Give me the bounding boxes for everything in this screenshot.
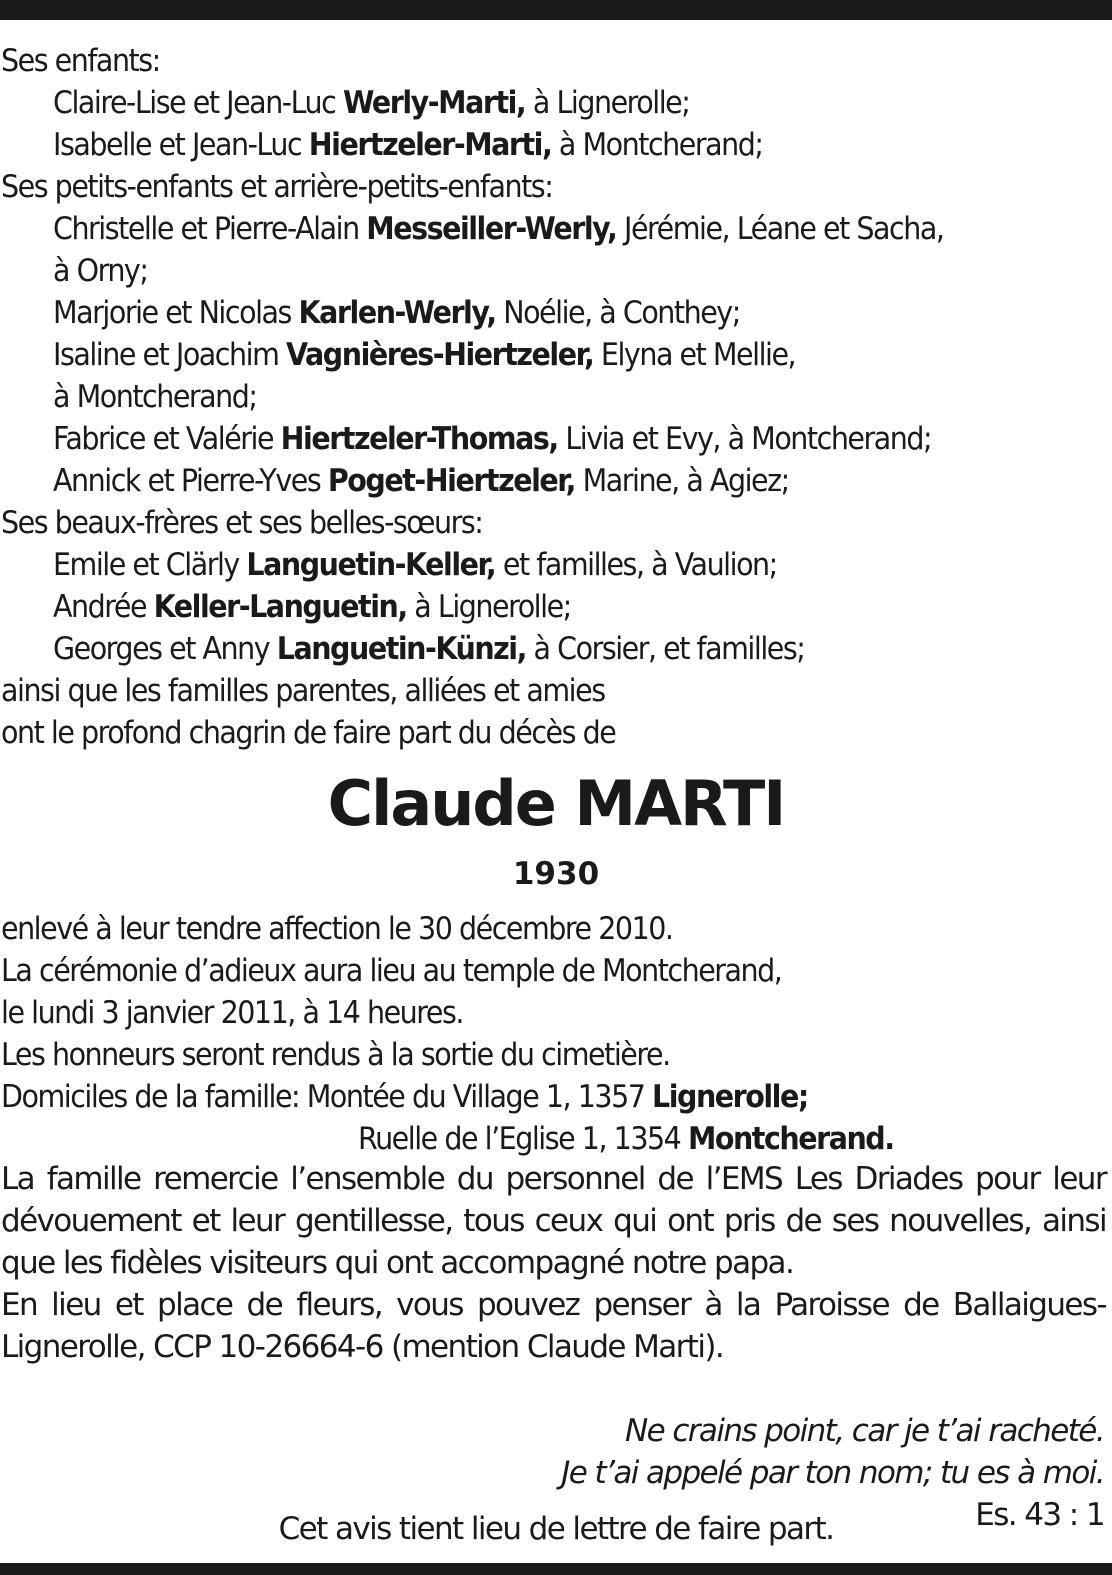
family-line: Fabrice et Valérie Hiertzeler-Thomas, Livia et Evy, à Montcherand;	[53, 421, 932, 457]
thanks-text: La famille remercie l’ensemble du personnel de l’EMS Les Driades pour leur dévouement et leur gentillesse, tous ceux qui ont pris de ses nouvelles, ainsi que les fidèles visiteurs qui ont accompagné notre papa.	[1, 1161, 1106, 1281]
bottom-rule	[0, 1563, 1112, 1575]
relatives-line: ainsi que les familles parentes, alliées et amies	[1, 673, 605, 709]
verse-line-1: Ne crains point, car je t’ai racheté.	[625, 1413, 1104, 1449]
announcement-line: ont le profond chagrin de faire part du décès de	[1, 715, 616, 751]
family-line: Andrée Keller-Languetin, à Lignerolle;	[53, 589, 571, 625]
honours-line: Les honneurs seront rendus à la sortie du cimetière.	[1, 1037, 670, 1073]
verse-line-2: Je t’ai appelé par ton nom; tu es à moi.	[561, 1455, 1104, 1491]
family-line: Christelle et Pierre-Alain Messeiller-Werly, Jérémie, Léane et Sacha,	[53, 211, 944, 247]
family-line: Claire-Lise et Jean-Luc Werly-Marti, à Lignerolle;	[53, 85, 690, 121]
family-line: Emile et Clärly Languetin-Keller, et familles, à Vaulion;	[53, 547, 777, 583]
closing-line: Cet avis tient lieu de lettre de faire part.	[278, 1511, 834, 1547]
family-line: Isaline et Joachim Vagnières-Hiertzeler, Elyna et Mellie,	[53, 337, 796, 373]
top-rule	[0, 0, 1112, 20]
address-line-2: Ruelle de l’Eglise 1, 1354 Montcherand.	[358, 1121, 894, 1157]
flowers-text: En lieu et place de fleurs, vous pouvez penser à la Paroisse de Ballaigues-Lignerolle, CCP 10-26664-6 (mention Claude Marti).	[1, 1287, 1106, 1365]
deceased-name: Claude MARTI	[327, 767, 785, 840]
heading-grandchildren: Ses petits-enfants et arrière-petits-enfants:	[1, 169, 553, 205]
family-line: Isabelle et Jean-Luc Hiertzeler-Marti, à Montcherand;	[53, 127, 763, 163]
ceremony-date-line: le lundi 3 janvier 2011, à 14 heures.	[1, 995, 463, 1031]
family-line: Georges et Anny Languetin-Künzi, à Corsier, et familles;	[53, 631, 805, 667]
family-line: à Orny;	[53, 253, 148, 289]
family-line: à Montcherand;	[53, 379, 257, 415]
heading-in-laws: Ses beaux-frères et ses belles-sœurs:	[1, 505, 483, 541]
family-line: Annick et Pierre-Yves Poget-Hiertzeler, Marine, à Agiez;	[53, 463, 789, 499]
birth-year: 1930	[512, 856, 600, 892]
death-date-line: enlevé à leur tendre affection le 30 décembre 2010.	[1, 911, 673, 947]
heading-children: Ses enfants:	[1, 43, 160, 79]
family-line: Marjorie et Nicolas Karlen-Werly, Noélie, à Conthey;	[53, 295, 740, 331]
thanks-paragraph	[1, 1158, 1106, 1368]
address-line-1: Domiciles de la famille: Montée du Village 1, 1357 Lignerolle;	[1, 1079, 808, 1115]
verse-reference: Es. 43 : 1	[975, 1497, 1104, 1533]
ceremony-line: La cérémonie d’adieux aura lieu au temple de Montcherand,	[1, 953, 782, 989]
